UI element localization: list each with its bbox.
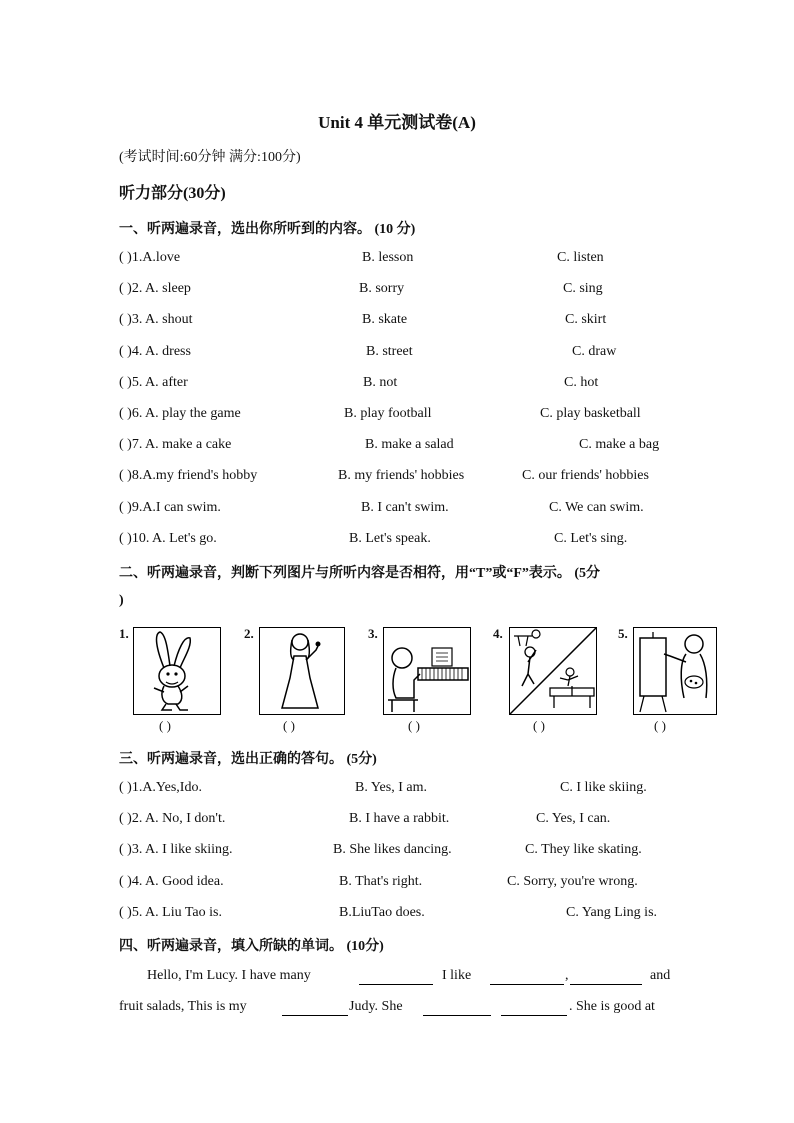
question-option-a[interactable]: ( )8.A.my friend's hobby <box>119 468 258 484</box>
passage-text: and <box>650 968 671 983</box>
piano-icon <box>383 627 471 715</box>
answer-blank[interactable]: ( ) <box>408 718 420 733</box>
question-row <box>119 842 679 862</box>
question-option-a[interactable]: ( )2. A. sleep <box>119 281 191 297</box>
picture-number: 3. <box>368 626 378 641</box>
question-option-a[interactable]: ( )1.A.love <box>119 250 181 265</box>
question-option-c: C. Let's sing. <box>554 530 628 546</box>
fill-blank[interactable] <box>359 970 433 985</box>
fill-blank[interactable] <box>490 970 564 985</box>
answer-blank[interactable]: ( ) <box>654 718 666 733</box>
exam-info: (考试时间:60分钟 满分:100分) <box>119 150 301 165</box>
question-option-b: B. make a salad <box>365 437 454 453</box>
question-row <box>119 531 679 551</box>
picture-number: 5. <box>618 626 628 641</box>
question-option-a[interactable]: ( )5. A. Liu Tao is. <box>119 904 222 920</box>
question-option-c: C. make a bag <box>579 437 660 453</box>
passage-text: I like <box>442 968 472 983</box>
answer-blank[interactable]: ( ) <box>283 718 295 733</box>
question-row <box>119 468 679 488</box>
section2-heading: 二、听两遍录音，判断下列图片与所听内容是否相符，用“T”或“F”表示。 (5分 <box>119 566 601 581</box>
question-option-c: C. They like skating. <box>525 842 642 858</box>
question-row <box>119 406 679 426</box>
question-row <box>119 811 679 831</box>
rabbit-icon <box>133 627 221 715</box>
question-option-b: B. I have a rabbit. <box>349 811 450 827</box>
painter-icon <box>633 627 717 715</box>
picture-number: 4. <box>493 626 503 641</box>
question-option-b: B. street <box>366 343 413 359</box>
question-row <box>119 905 679 925</box>
question-row <box>119 312 679 332</box>
question-option-c: C. hot <box>564 374 599 390</box>
question-option-a[interactable]: ( )1.A.Yes,Ido. <box>119 780 202 795</box>
question-option-c: C. Sorry, you're wrong. <box>507 873 638 889</box>
basketball-table-tennis-icon <box>509 627 597 715</box>
passage-text: . She is good at <box>569 999 655 1014</box>
question-option-c: C. sing <box>563 281 603 297</box>
passage-text: Hello, I'm Lucy. I have many <box>147 968 311 983</box>
question-option-c: C. draw <box>572 343 617 359</box>
passage-text: Judy. She <box>349 999 403 1014</box>
question-row <box>119 375 679 395</box>
question-option-c: C. Yes, I can. <box>536 811 611 827</box>
question-option-a[interactable]: ( )10. A. Let's go. <box>119 530 217 546</box>
question-row <box>119 250 679 270</box>
fill-blank[interactable] <box>423 1001 491 1016</box>
question-option-b: B. sorry <box>359 281 405 297</box>
question-option-b: B. play football <box>344 406 432 421</box>
singer-icon <box>259 627 345 715</box>
question-row <box>119 874 679 894</box>
passage-text: , <box>565 968 569 983</box>
question-option-c: C. skirt <box>565 312 607 328</box>
passage-text: fruit salads, This is my <box>119 999 247 1014</box>
question-option-a[interactable]: ( )4. A. Good idea. <box>119 873 224 889</box>
question-option-c: C. our friends' hobbies <box>522 468 649 484</box>
answer-blank[interactable]: ( ) <box>159 718 171 733</box>
question-option-b: B. She likes dancing. <box>333 842 452 858</box>
question-row <box>119 437 679 457</box>
answer-blank[interactable]: ( ) <box>533 718 545 733</box>
question-option-c: C. We can swim. <box>549 499 644 515</box>
listening-part-title: 听力部分(30分) <box>119 185 226 202</box>
question-option-a[interactable]: ( )3. A. shout <box>119 312 193 328</box>
question-option-a[interactable]: ( )6. A. play the game <box>119 406 241 421</box>
question-option-b: B.LiuTao does. <box>339 904 425 920</box>
question-option-b: B. skate <box>362 312 408 328</box>
question-option-b: B. lesson <box>362 250 414 265</box>
question-option-a[interactable]: ( )4. A. dress <box>119 343 191 359</box>
question-option-a[interactable]: ( )3. A. I like skiing. <box>119 842 233 858</box>
question-row <box>119 780 679 800</box>
question-option-a[interactable]: ( )5. A. after <box>119 374 188 390</box>
question-option-b: B. That's right. <box>339 873 423 889</box>
picture-number: 1. <box>119 626 129 641</box>
section3-heading: 三、听两遍录音，选出正确的答句。 (5分) <box>119 752 377 767</box>
section1-heading: 一、听两遍录音，选出你所听到的内容。 (10 分) <box>119 222 416 237</box>
question-option-b: B. I can't swim. <box>361 499 449 515</box>
question-option-c: C. Yang Ling is. <box>566 904 658 920</box>
question-option-a[interactable]: ( )7. A. make a cake <box>119 437 232 453</box>
question-row <box>119 500 679 520</box>
fill-blank[interactable] <box>570 970 642 985</box>
question-option-a[interactable]: ( )2. A. No, I don't. <box>119 811 226 827</box>
question-option-c: C. I like skiing. <box>560 780 647 795</box>
question-option-c: C. listen <box>557 250 604 265</box>
fill-blank[interactable] <box>282 1001 348 1016</box>
question-option-c: C. play basketball <box>540 406 641 421</box>
section4-heading: 四、听两遍录音，填入所缺的单词。 (10分) <box>119 939 384 954</box>
question-option-b: B. Yes, I am. <box>355 780 427 795</box>
section2-heading-cont: ) <box>119 593 124 608</box>
page-title: Unit 4 单元测试卷(A) <box>318 113 476 132</box>
question-row <box>119 344 679 364</box>
question-option-b: B. my friends' hobbies <box>338 468 465 484</box>
question-option-a[interactable]: ( )9.A.I can swim. <box>119 499 221 515</box>
question-option-b: B. not <box>363 374 398 390</box>
question-row <box>119 281 679 301</box>
fill-blank[interactable] <box>501 1001 567 1016</box>
picture-number: 2. <box>244 626 254 641</box>
question-option-b: B. Let's speak. <box>349 530 431 546</box>
